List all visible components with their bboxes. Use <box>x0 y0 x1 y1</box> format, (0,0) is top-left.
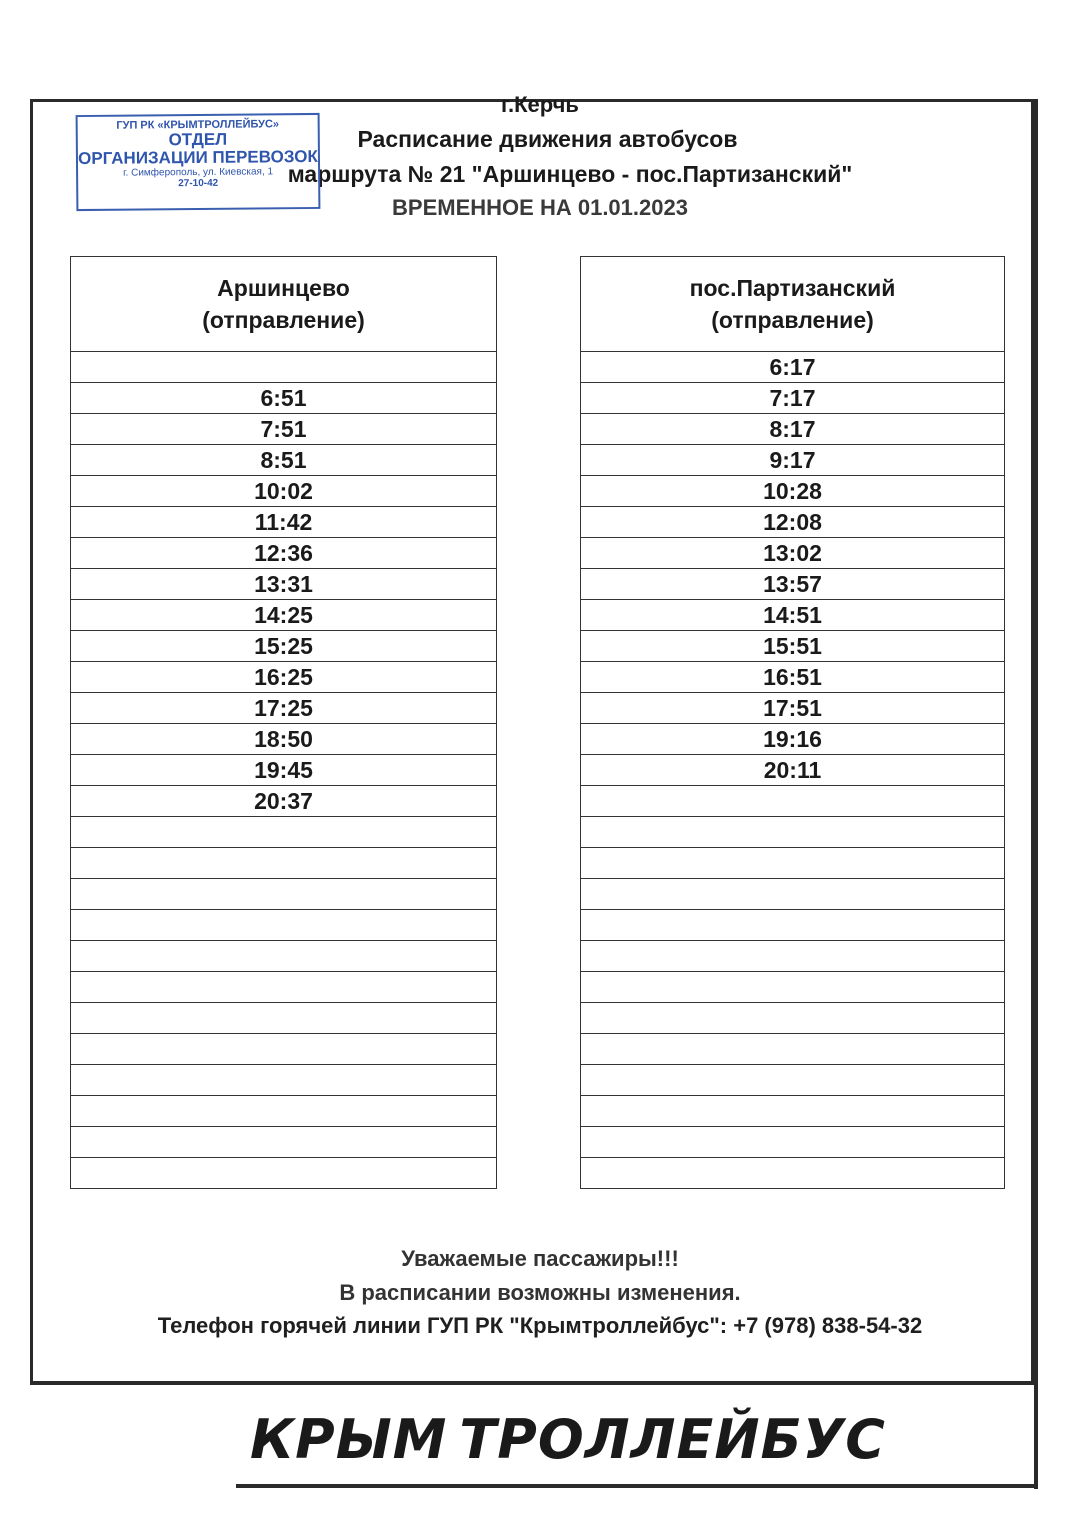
table-row <box>71 879 497 910</box>
table-row <box>581 538 1005 569</box>
departure-time-cell: 13:02 <box>581 538 1005 569</box>
departure-time-cell <box>581 941 1005 972</box>
table-row <box>71 1034 497 1065</box>
table-row <box>581 383 1005 414</box>
departure-time-cell: 15:51 <box>581 631 1005 662</box>
departure-time-cell: 7:51 <box>71 414 497 445</box>
table-row <box>581 445 1005 476</box>
departure-time-cell: 20:37 <box>71 786 497 817</box>
stamp-dept-name: ОРГАНИЗАЦИИ ПЕРЕВОЗОК <box>78 146 318 169</box>
departure-time-cell <box>71 972 497 1003</box>
departure-time-cell <box>581 910 1005 941</box>
departure-time-cell <box>71 1034 497 1065</box>
city-title: г.Керчь <box>501 92 579 117</box>
table-row <box>71 1003 497 1034</box>
table-row <box>581 755 1005 786</box>
table-row <box>71 817 497 848</box>
departure-time-cell <box>71 879 497 910</box>
departure-time-cell <box>71 1127 497 1158</box>
arshintsevo-header-name: Аршинцево <box>217 275 350 301</box>
logo-right-word: ТРОЛЛЕЙБУС <box>459 1407 886 1471</box>
arshintsevo-departures-table <box>70 256 497 1189</box>
partizanskiy-header <box>581 257 1005 352</box>
table-row <box>71 631 497 662</box>
frame-extension-bottom <box>236 1484 1038 1488</box>
table-row <box>71 724 497 755</box>
table-row <box>581 662 1005 693</box>
table-row <box>581 941 1005 972</box>
table-row <box>71 786 497 817</box>
table-row <box>581 1096 1005 1127</box>
table-row <box>71 941 497 972</box>
departure-time-cell <box>71 941 497 972</box>
table-row <box>581 414 1005 445</box>
table-row <box>71 600 497 631</box>
table-row <box>581 910 1005 941</box>
stamp-phone: 27-10-42 <box>178 177 219 190</box>
schedule-title: Расписание движения автобусов <box>357 126 738 152</box>
table-row <box>71 445 497 476</box>
departure-time-cell: 14:25 <box>71 600 497 631</box>
table-row <box>71 1096 497 1127</box>
table-row <box>581 972 1005 1003</box>
table-row <box>581 1003 1005 1034</box>
table-row <box>581 352 1005 383</box>
table-row <box>71 414 497 445</box>
table-row <box>71 507 497 538</box>
departure-time-cell: 16:51 <box>581 662 1005 693</box>
table-row <box>71 1127 497 1158</box>
table-row <box>71 538 497 569</box>
table-row <box>71 569 497 600</box>
departure-time-cell <box>581 848 1005 879</box>
departure-time-cell <box>71 1096 497 1127</box>
departure-time-cell: 6:17 <box>581 352 1005 383</box>
departure-time-cell: 19:16 <box>581 724 1005 755</box>
table-row <box>581 1034 1005 1065</box>
partizanskiy-header-name: пос.Партизанский <box>689 275 896 301</box>
stamp-address: г. Симферополь, ул. Киевская, 1 <box>123 166 274 179</box>
table-row <box>581 569 1005 600</box>
table-row <box>581 476 1005 507</box>
departure-time-cell: 8:51 <box>71 445 497 476</box>
departure-time-cell: 12:36 <box>71 538 497 569</box>
departure-time-cell <box>581 972 1005 1003</box>
departure-time-cell: 13:57 <box>581 569 1005 600</box>
departure-time-cell <box>71 817 497 848</box>
stamp-dept: ОТДЕЛ <box>168 129 228 150</box>
departure-time-cell <box>581 1034 1005 1065</box>
table-row <box>581 631 1005 662</box>
departure-time-cell <box>581 786 1005 817</box>
table-row <box>581 600 1005 631</box>
stamp-org: ГУП РК «КРЫМТРОЛЛЕЙБУС» <box>116 118 280 132</box>
table-row <box>71 755 497 786</box>
table-row <box>71 383 497 414</box>
departure-time-cell: 9:17 <box>581 445 1005 476</box>
table-row <box>71 352 497 383</box>
departure-time-cell <box>71 1158 497 1189</box>
schedule-change-note: В расписании возможны изменения. <box>339 1280 741 1305</box>
table-row <box>581 1127 1005 1158</box>
table-row <box>581 693 1005 724</box>
table-row <box>581 879 1005 910</box>
table-row <box>581 1158 1005 1189</box>
departure-time-cell: 17:51 <box>581 693 1005 724</box>
departure-time-cell: 19:45 <box>71 755 497 786</box>
departure-time-cell: 15:25 <box>71 631 497 662</box>
partizanskiy-departures-table <box>580 256 1005 1189</box>
table-row <box>71 476 497 507</box>
krymtrolleybus-logo <box>250 1407 886 1471</box>
departure-time-cell: 10:28 <box>581 476 1005 507</box>
table-row <box>71 972 497 1003</box>
table-row <box>581 507 1005 538</box>
departure-time-cell: 10:02 <box>71 476 497 507</box>
table-row <box>581 786 1005 817</box>
departure-time-cell <box>71 910 497 941</box>
departure-time-cell: 17:25 <box>71 693 497 724</box>
departure-time-cell <box>71 848 497 879</box>
departure-time-cell <box>71 1065 497 1096</box>
departure-time-cell <box>71 352 497 383</box>
table-row <box>71 1158 497 1189</box>
arshintsevo-header <box>71 257 497 352</box>
table-row <box>71 693 497 724</box>
departure-time-cell <box>71 1003 497 1034</box>
passenger-greeting: Уважаемые пассажиры!!! <box>401 1246 679 1271</box>
departure-time-cell: 14:51 <box>581 600 1005 631</box>
logo-left-word: КРЫМ <box>250 1407 448 1471</box>
table-row <box>71 1065 497 1096</box>
departure-time-cell: 6:51 <box>71 383 497 414</box>
route-title: маршрута № 21 "Аршинцево - пос.Партизанский" <box>287 161 853 187</box>
table-row <box>71 662 497 693</box>
table-row <box>581 817 1005 848</box>
departure-time-cell <box>581 1096 1005 1127</box>
departure-time-cell: 12:08 <box>581 507 1005 538</box>
departure-time-cell: 13:31 <box>71 569 497 600</box>
table-row <box>71 910 497 941</box>
departure-time-cell: 20:11 <box>581 755 1005 786</box>
arshintsevo-header-sub: (отправление) <box>202 307 365 333</box>
partizanskiy-header-sub: (отправление) <box>711 307 874 333</box>
departure-time-cell: 8:17 <box>581 414 1005 445</box>
departure-time-cell: 16:25 <box>71 662 497 693</box>
departure-time-cell: 11:42 <box>71 507 497 538</box>
temporary-date-note: ВРЕМЕННОЕ НА 01.01.2023 <box>392 195 688 220</box>
departure-time-cell: 18:50 <box>71 724 497 755</box>
departure-time-cell <box>581 1065 1005 1096</box>
departure-time-cell <box>581 1127 1005 1158</box>
table-row <box>581 1065 1005 1096</box>
departure-time-cell <box>581 879 1005 910</box>
office-stamp <box>76 113 321 211</box>
departure-time-cell: 7:17 <box>581 383 1005 414</box>
table-row <box>581 724 1005 755</box>
hotline-phone: Телефон горячей линии ГУП РК "Крымтроллейбус": +7 (978) 838-54-32 <box>157 1313 923 1338</box>
table-row <box>71 848 497 879</box>
departure-time-cell <box>581 1158 1005 1189</box>
departure-time-cell <box>581 1003 1005 1034</box>
departure-time-cell <box>581 817 1005 848</box>
table-row <box>581 848 1005 879</box>
